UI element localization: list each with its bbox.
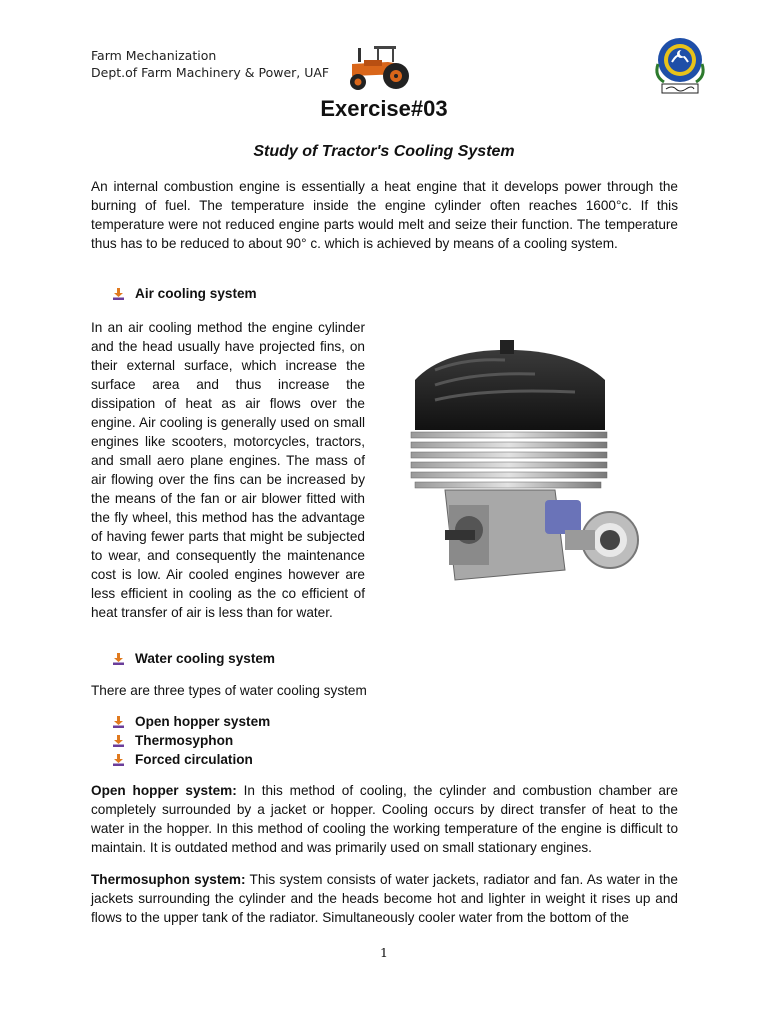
thermosyphon-body: This system consists of water jackets, radiator and fan. As water in the jackets surrounding the cylinder and the heads become hot and lighter in weight it rises up and flows to the upper tank of the radiator. Simultaneously cooler water from the bottom of the — [91, 872, 678, 925]
water-cooling-intro: There are three types of water cooling system — [91, 683, 367, 698]
water-type-item — [113, 731, 233, 750]
thermosyphon-paragraph — [91, 870, 678, 927]
bullet-arrow-icon — [113, 735, 125, 747]
university-seal-logo — [650, 34, 710, 96]
air-cooling-heading — [113, 284, 257, 303]
bullet-arrow-icon — [113, 653, 125, 665]
thermosyphon-lead: Thermosuphon system: — [91, 872, 246, 887]
water-type-label: Thermosyphon — [135, 733, 234, 748]
bullet-arrow-icon — [113, 754, 125, 766]
water-type-item — [113, 750, 253, 769]
open-hopper-paragraph — [91, 781, 678, 857]
bullet-arrow-icon — [113, 716, 125, 728]
water-cooling-heading-text: Water cooling system — [135, 651, 275, 666]
page-subtitle: Study of Tractor's Cooling System — [253, 143, 515, 160]
tractor-logo — [344, 42, 414, 92]
water-type-label: Forced circulation — [135, 752, 253, 767]
header-line-1: Farm Mechanization — [91, 48, 217, 63]
page-number: 1 — [380, 945, 388, 960]
header-line-2: Dept.of Farm Machinery & Power, UAF — [91, 65, 330, 80]
bullet-arrow-icon — [113, 288, 125, 300]
open-hopper-body: In this method of cooling, the cylinder and combustion chamber are completely surrounded by a jacket or hopper. Cooling occurs by direct transfer of heat to the water in the hopper. In this method of cooling the working temperature of the engine is difficult to maintain. It is outdated method and was primarily used on small stationary engines. — [91, 783, 678, 855]
header-text — [91, 47, 329, 81]
air-cooled-engine-image — [405, 340, 645, 588]
water-type-item — [113, 712, 270, 731]
air-cooling-heading-text: Air cooling system — [135, 286, 257, 301]
intro-paragraph: An internal combustion engine is essentially a heat engine that it develops power through the burning of fuel. The temperature inside the engine cylinder often reaches 1600°c. If this temperature were not reduced engine parts would melt and seize their function. The temperature thus has to be reduced to about 90° c. which is achieved by means of a cooling system. — [91, 179, 678, 251]
air-cooling-paragraph: In an air cooling method the engine cylinder and the head usually have projected fins, on their external surface, which increase the surface area and thus increase the dissipation of heat as air flows over the engine. Air cooling is generally used on small engines like scooters, motorcycles, tractors, and small aero plane engines. The mass of air flowing over the fins can be increased by the means of the fan or air blower fitted with the fly wheel, this method has the advantage of having fewer parts that might be subjected to wear, and consequently the maintenance cost is low. Air cooled engines however are less efficient in cooling as the co efficient of heat transfer of air is less than for water. — [91, 320, 365, 620]
water-cooling-heading — [113, 649, 275, 668]
open-hopper-lead: Open hopper system: — [91, 783, 237, 798]
water-type-label: Open hopper system — [135, 714, 271, 729]
page-title: Exercise#03 — [320, 96, 448, 121]
